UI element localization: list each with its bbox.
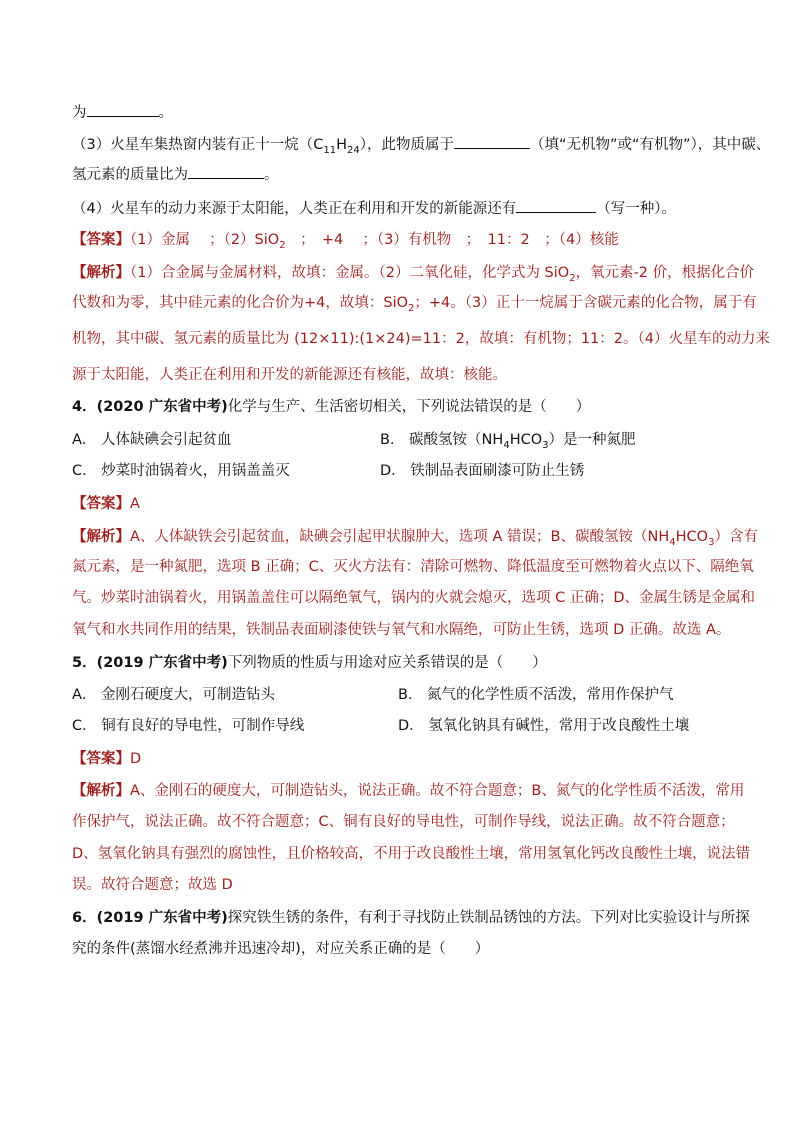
q4-option-d[interactable] xyxy=(380,461,584,481)
q4-analysis-3 xyxy=(72,588,756,608)
answer-blank[interactable] xyxy=(87,102,159,117)
answer-tag: 【答案】 xyxy=(72,751,130,767)
q4-analysis-2 xyxy=(72,557,754,577)
subscript: 2 xyxy=(408,302,415,314)
analysis-text: 氮元素，是一种氮肥，选项 B 正确；C、灭火方法有：清除可燃物、降低温度至可燃物着火点以下、隔绝氧 xyxy=(72,559,754,575)
analysis-tag: 【解析】 xyxy=(72,783,130,799)
q5-option-c[interactable] xyxy=(72,716,304,736)
q3-p4-b: （写一种）。 xyxy=(596,201,676,217)
option-text: B． 碳酸氢铵（NH xyxy=(380,432,504,448)
q3-p3-d: （填“无机物”或“有机物”），其中碳、 xyxy=(529,137,771,153)
option-text: B． 氮气的化学性质不活泼，常用作保护气 xyxy=(398,687,674,703)
analysis-text: A、金刚石的硬度大，可制造钻头，说法正确。故不符合题意；B、氮气的化学性质不活泼，常用 xyxy=(130,783,745,799)
q6-stem-2 xyxy=(72,939,732,959)
q5-answer xyxy=(72,749,732,769)
option-text: C． 铜有良好的导电性，可制作导线 xyxy=(72,718,305,734)
answer-blank[interactable] xyxy=(188,164,264,179)
option-text: HCO xyxy=(509,432,543,448)
answer-tag: 【答案】 xyxy=(72,232,130,248)
answer-tag: 【答案】 xyxy=(72,496,130,512)
q3-line1-end: 。 xyxy=(158,105,173,121)
analysis-text: 气。炒菜时油锅着火，用锅盖盖住可以隔绝氧气，锅内的火就会熄灭，选项 C 正确；D、金属生锈是金属和 xyxy=(72,590,756,606)
q5-option-a[interactable] xyxy=(72,685,275,705)
option-text: D． 氢氧化钠具有碱性，常用于改良酸性土壤 xyxy=(398,718,690,734)
analysis-tag: 【解析】 xyxy=(72,265,130,281)
q3-p3-b: H xyxy=(336,137,347,153)
q5-option-d[interactable] xyxy=(398,716,689,736)
q3-line1-text: 为 xyxy=(72,105,87,121)
q4-option-c[interactable] xyxy=(72,461,290,481)
analysis-tag: 【解析】 xyxy=(72,529,130,545)
q3-line-1 xyxy=(72,102,732,123)
q3-answer xyxy=(72,230,732,250)
answer-value: D xyxy=(130,751,142,767)
q3-part4 xyxy=(72,198,732,219)
option-text: A． 人体缺碘会引起贫血 xyxy=(72,432,232,448)
q5-analysis-1 xyxy=(72,781,745,801)
q3-p3-line2-end: 。 xyxy=(264,167,279,183)
question-stem: 探究铁生锈的条件，有利于寻找防止铁制品锈蚀的方法。下列对比实验设计与所探 xyxy=(227,910,750,926)
q3-p3-line2: 氢元素的质量比为 xyxy=(72,167,188,183)
option-text: D． 铁制品表面刷漆可防止生锈 xyxy=(380,463,585,479)
q3-part3-line1 xyxy=(72,134,771,156)
analysis-text: （1）合金属与金属材料，故填：金属。（2）二氧化硅，化学式为 SiO xyxy=(130,265,570,281)
analysis-text: 氧气和水共同作用的结果，铁制品表面刷漆使铁与氧气和水隔绝，可防止生锈，选项 D 正确。故选 A。 xyxy=(72,622,731,638)
subscript: 4 xyxy=(503,439,510,451)
answer-blank[interactable] xyxy=(516,198,596,213)
answer-text-a: （1）金属 ；（2）SiO xyxy=(130,232,280,248)
subscript: 11 xyxy=(323,144,337,156)
question-number: 4．(2020 广东省中考) xyxy=(72,399,228,415)
q3-analysis-4 xyxy=(72,365,732,385)
question-number: 6．(2019 广东省中考) xyxy=(72,910,228,926)
q4-answer xyxy=(72,494,732,514)
q3-p3-c: ），此物质属于 xyxy=(359,137,454,153)
analysis-text: ，氧元素-2 价，根据化合价 xyxy=(575,265,755,281)
analysis-text: A、人体缺铁会引起贫血，缺碘会引起甲状腺肿大，选项 A 错误；B、碳酸氢铵（NH xyxy=(130,529,670,545)
answer-blank[interactable] xyxy=(454,134,530,149)
q5-analysis-2 xyxy=(72,812,735,832)
q6-stem-1 xyxy=(72,908,750,928)
q5-option-b[interactable] xyxy=(398,685,674,705)
q4-analysis-1 xyxy=(72,527,758,548)
question-number: 5．(2019 广东省中考) xyxy=(72,655,228,671)
q3-p3-a: （3）火星车集热窗内装有正十一烷（C xyxy=(72,137,324,153)
q5-analysis-3 xyxy=(72,844,751,864)
question-stem: 下列物质的性质与用途对应关系错误的是（ ） xyxy=(227,655,547,671)
q5-stem xyxy=(72,653,732,673)
q5-analysis-4 xyxy=(72,875,732,895)
subscript: 2 xyxy=(569,272,576,284)
analysis-text: 代数和为零，其中硅元素的化合价为+4，故填：SiO xyxy=(72,295,409,311)
q4-stem xyxy=(72,397,732,417)
question-stem: 究的条件(蒸馏水经煮沸并迅速冷却)，对应关系正确的是（ ） xyxy=(72,941,490,957)
option-text: C． 炒菜时油锅着火，用锅盖盖灭 xyxy=(72,463,290,479)
q3-part3-line2 xyxy=(72,164,732,185)
subscript: 24 xyxy=(347,144,360,156)
analysis-text: 误。故符合题意；故选 D xyxy=(72,877,233,893)
q3-analysis-2 xyxy=(72,293,757,314)
option-text: A． 金刚石硬度大，可制造钻头 xyxy=(72,687,276,703)
analysis-text: ；+4。（3）正十一烷属于含碳元素的化合物，属于有 xyxy=(414,295,757,311)
analysis-text: ）含有 xyxy=(714,529,758,545)
q4-option-a[interactable] xyxy=(72,430,232,450)
question-stem: 化学与生产、生活密切相关，下列说法错误的是（ ） xyxy=(227,399,591,415)
q3-analysis-1 xyxy=(72,263,755,284)
answer-text-b: ； +4 ；（3）有机物 ； 11：2 ；（4）核能 xyxy=(285,232,619,248)
q4-analysis-4 xyxy=(72,620,732,640)
answer-value: A xyxy=(130,496,140,512)
option-text: ）是一种氮肥 xyxy=(548,432,636,448)
subscript: 2 xyxy=(279,239,286,251)
analysis-text: 源于太阳能，人类正在利用和开发的新能源还有核能，故填：核能。 xyxy=(72,367,507,383)
analysis-text: HCO xyxy=(675,529,709,545)
analysis-text: 作保护气，说法正确。故不符合题意；C、铜有良好的导电性，可制作导线，说法正确。故不符合题意； xyxy=(72,814,735,830)
q3-p4-a: （4）火星车的动力来源于太阳能，人类正在利用和开发的新能源还有 xyxy=(72,201,517,217)
q4-option-b[interactable] xyxy=(380,430,636,450)
subscript: 3 xyxy=(708,536,715,548)
q3-analysis-3 xyxy=(72,329,770,349)
analysis-text: 机物，其中碳、氢元素的质量比为 (12×11):(1×24)=11：2，故填：有机物；11：2。（4）火星车的动力来 xyxy=(72,331,770,347)
subscript: 3 xyxy=(542,439,549,451)
subscript: 4 xyxy=(669,536,676,548)
analysis-text: D、氢氧化钠具有强烈的腐蚀性，且价格较高，不用于改良酸性土壤，常用氢氧化钙改良酸性土壤，说法错 xyxy=(72,846,751,862)
